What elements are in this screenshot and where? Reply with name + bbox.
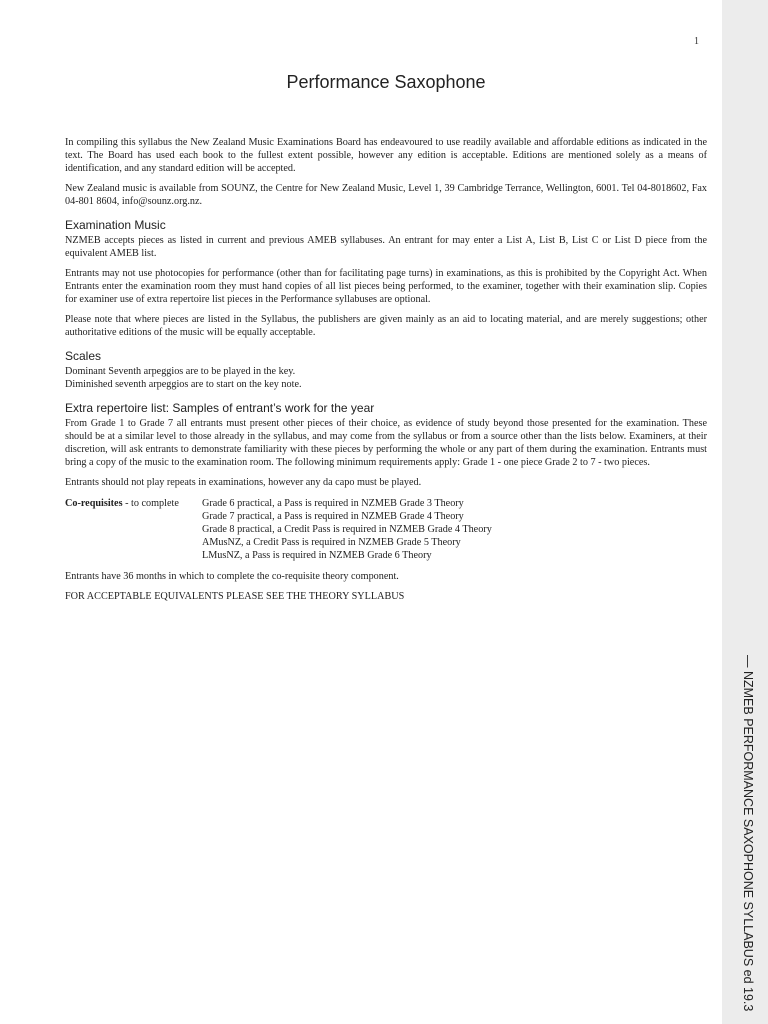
paragraph: NZMEB accepts pieces as listed in current and previous AMEB syllabuses. An entrant for may enter a List A, List B, List C or List D piece from the equivalent AMEB list. <box>65 235 707 259</box>
page-title: Performance Saxophone <box>286 72 486 92</box>
scales-line: Dominant Seventh arpeggios are to be played in the key. <box>65 366 296 377</box>
intro-paragraph: In compiling this syllabus the New Zealand Music Examinations Board has endeavoured to use readily available and affordable editions as indicated in the text. The Board has used each book to the fullest extent possible, however any edition is acceptable. Editions are mentioned solely as a means of identification, and any standard edition will be accepted. <box>65 137 707 174</box>
closing-paragraph: FOR ACCEPTABLE EQUIVALENTS PLEASE SEE THE THEORY SYLLABUS <box>65 591 405 602</box>
closing-paragraph: Entrants have 36 months in which to complete the co-requisite theory component. <box>65 571 399 582</box>
section-heading-scales: Scales <box>65 349 102 363</box>
paragraph: From Grade 1 to Grade 7 all entrants must present other pieces of their choice, as evidence of study beyond those presented for the examination. These should be at a similar level to those already in the syllabus, and may come from the syllabus or from a source other than the lists below. Examiners, at their discretion, will ask entrants to demonstrate familiarity with these pieces by performing the whole or any part of them during the examination. Entrants must bring a copy of the music to the examination room. The following minimum requirements apply: Grade 1 - one piece Grade 2 to 7 - two pieces. <box>65 418 707 468</box>
corequisites-label-bold: Co-requisites <box>65 498 123 509</box>
document-body <box>65 136 707 610</box>
paragraph: Entrants should not play repeats in examinations, however any da capo must be played. <box>65 477 422 488</box>
scales-line: Diminished seventh arpeggios are to start on the key note. <box>65 379 302 390</box>
paragraph: Entrants may not use photocopies for performance (other than for facilitating page turns) in examinations, as this is prohibited by the Copyright Act. When Entrants enter the examination room they must hand copies of all list pieces being performed, to the examiner, together with their examination slip. Copies for examiner use of extra repertoire list pieces in the Performance syllabuses are optional. <box>65 268 707 305</box>
corequisite-item: Grade 8 practical, a Credit Pass is required in NZMEB Grade 4 Theory <box>202 524 492 535</box>
corequisite-item: LMusNZ, a Pass is required in NZMEB Grade 6 Theory <box>202 550 432 561</box>
page-number: 1 <box>694 36 699 47</box>
paragraph: Please note that where pieces are listed in the Syllabus, the publishers are given mainly as an aid to locating material, and are merely suggestions; other authoritative editions of the music will be equally acceptable. <box>65 314 707 338</box>
corequisites-label <box>65 497 202 562</box>
intro-paragraph: New Zealand music is available from SOUNZ, the Centre for New Zealand Music, Level 1, 39 Cambridge Terrance, Wellington, 6001. Tel 04-8018602, Fax 04-801 8604, info@sounz.org.nz. <box>65 183 707 207</box>
section-heading-extra-repertoire: Extra repertoire list: Samples of entrant’s work for the year <box>65 401 375 415</box>
corequisites-label-rest: - to complete <box>122 498 179 509</box>
section-heading-examination-music: Examination Music <box>65 218 166 232</box>
corequisite-item: Grade 6 practical, a Pass is required in NZMEB Grade 3 Theory <box>202 498 464 509</box>
corequisite-item: Grade 7 practical, a Pass is required in NZMEB Grade 4 Theory <box>202 511 464 522</box>
running-footer: — NZMEB PERFORMANCE SAXOPHONE SYLLABUS ed 19.3 <box>741 655 755 1012</box>
corequisite-item: AMusNZ, a Credit Pass is required in NZMEB Grade 5 Theory <box>202 537 461 548</box>
corequisites-block <box>65 497 707 562</box>
corequisites-list <box>202 497 707 562</box>
